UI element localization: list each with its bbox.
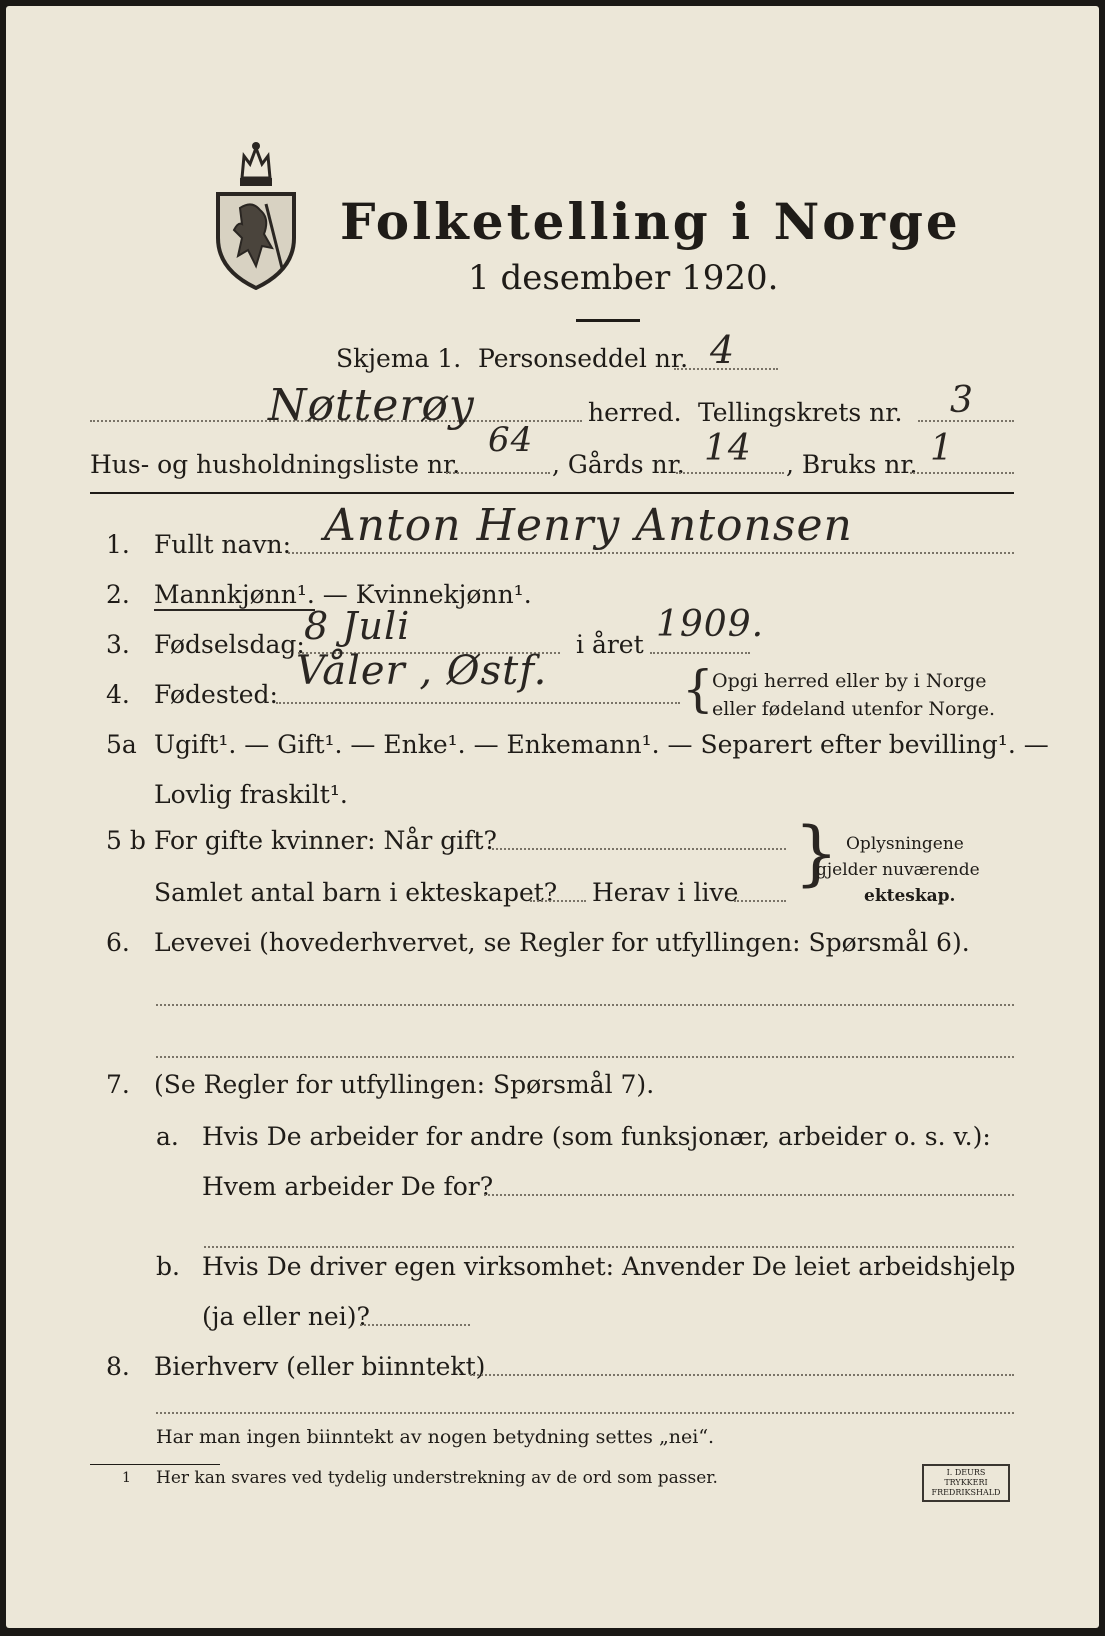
- q2-number: 2.: [106, 580, 130, 609]
- q4-label: Fødested:: [154, 680, 278, 709]
- q6-line1: [156, 1004, 1014, 1006]
- bruks-value[interactable]: 1: [930, 428, 954, 469]
- census-form-page: [6, 6, 1099, 1628]
- q6-label: Levevei (hovederhvervet, se Regler for utfyllingen: Spørsmål 6).: [154, 928, 970, 957]
- birthday-value[interactable]: 8 Juli: [304, 604, 411, 648]
- gards-line: [676, 472, 784, 474]
- q4-note-line2: eller fødeland utenfor Norge.: [712, 698, 996, 720]
- q5b-married-line: [492, 848, 786, 850]
- personseddel-label: Personseddel nr.: [478, 344, 689, 373]
- norwegian-coat-of-arms-icon: [212, 138, 300, 290]
- female-option[interactable]: Kvinnekjønn¹.: [355, 580, 532, 609]
- q5b-label3: Herav i live: [592, 878, 739, 907]
- q5a-number: 5a: [106, 730, 137, 759]
- gards-value[interactable]: 14: [704, 428, 752, 469]
- q8-note: Har man ingen biinntekt av nogen betydning settes „nei“.: [156, 1426, 715, 1448]
- hus-label: Hus- og husholdningsliste nr.: [90, 450, 461, 479]
- q6-line2: [156, 1056, 1014, 1058]
- q5b-label1: For gifte kvinner: Når gift?: [154, 826, 497, 855]
- q4-brace: {: [682, 660, 714, 718]
- q7-number: 7.: [106, 1070, 130, 1099]
- q7b-answer-line: [360, 1324, 470, 1326]
- census-date: 1 desember 1920.: [468, 258, 779, 298]
- q5b-note-line1: Oplysningene: [846, 834, 964, 854]
- birth-year-value[interactable]: 1909.: [656, 604, 765, 645]
- tellingskrets-value[interactable]: 3: [950, 380, 974, 421]
- q7b-line1: Hvis De driver egen virksomhet: Anvender De leiet arbeidshjelp: [202, 1252, 1016, 1281]
- q4-number: 4.: [106, 680, 130, 709]
- tellingskrets-label: Tellingskrets nr.: [698, 398, 903, 427]
- herred-label: herred.: [588, 398, 682, 427]
- q3-label: Fødselsdag:: [154, 630, 305, 659]
- male-option[interactable]: Mannkjønn¹.: [154, 580, 315, 609]
- bruks-label: , Bruks nr.: [786, 450, 918, 479]
- q7a-line1: Hvis De arbeider for andre (som funksjonær, arbeider o. s. v.):: [202, 1122, 991, 1151]
- form-title: Folketelling i Norge: [340, 192, 961, 251]
- birthplace-value[interactable]: Våler , Østf.: [296, 648, 548, 694]
- q8-label: Bierhverv (eller biinntekt): [154, 1352, 486, 1381]
- q7a-employer-line2: [204, 1246, 1014, 1248]
- schema-label: Skjema 1.: [336, 344, 462, 373]
- q5b-number: 5 b: [106, 826, 146, 855]
- q5b-brace: }: [794, 812, 839, 894]
- stamp-line1: I. DEURS TRYKKERI: [944, 1468, 988, 1487]
- full-name-value[interactable]: Anton Henry Antonsen: [324, 500, 853, 551]
- year-label: i året: [576, 630, 644, 659]
- q8-line2: [156, 1412, 1014, 1414]
- q2-separator: —: [314, 580, 356, 609]
- footnote-divider: [90, 1464, 220, 1465]
- q8-number: 8.: [106, 1352, 130, 1381]
- q8-line1: [470, 1374, 1014, 1376]
- gards-label: , Gårds nr.: [552, 450, 685, 479]
- personseddel-value[interactable]: 4: [710, 328, 736, 372]
- q1-number: 1.: [106, 530, 130, 559]
- q1-line: [288, 552, 1014, 554]
- bruks-line: [910, 472, 1014, 474]
- hus-line: [446, 472, 550, 474]
- q5a-line2: Lovlig fraskilt¹.: [154, 780, 348, 809]
- q1-label: Fullt navn:: [154, 530, 292, 559]
- q7a-letter: a.: [156, 1122, 179, 1151]
- footnote-text: Her kan svares ved tydelig understrekning av de ord som passer.: [156, 1468, 718, 1488]
- q5b-note-line3: ekteskap.: [864, 886, 956, 906]
- footnote-mark: 1: [122, 1470, 131, 1486]
- q5b-children-line: [530, 900, 586, 902]
- q7-label: (Se Regler for utfyllingen: Spørsmål 7).: [154, 1070, 655, 1099]
- q3-number: 3.: [106, 630, 130, 659]
- q7a-line2: Hvem arbeider De for?: [202, 1172, 494, 1201]
- hus-value[interactable]: 64: [488, 420, 534, 460]
- q6-number: 6.: [106, 928, 130, 957]
- q5a-line1: Ugift¹. — Gift¹. — Enke¹. — Enkemann¹. — Separert efter bevilling¹. —: [154, 730, 1049, 759]
- q4-line: [276, 702, 680, 704]
- stamp-line2: FREDRIKSHALD: [931, 1488, 1001, 1497]
- q5b-alive-line: [734, 900, 786, 902]
- q4-note-line1: Opgi herred eller by i Norge: [712, 670, 987, 692]
- printer-stamp: [922, 1464, 1010, 1502]
- q5b-label2: Samlet antal barn i ekteskapet?: [154, 878, 558, 907]
- header-divider: [90, 492, 1014, 494]
- q7b-line2: (ja eller nei)?: [202, 1302, 370, 1331]
- herred-value[interactable]: Nøtterøy: [268, 380, 475, 431]
- q5b-note-line2: gjelder nuværende: [816, 860, 980, 880]
- year-line: [650, 652, 750, 654]
- q7a-employer-line: [484, 1194, 1014, 1196]
- title-divider: [576, 319, 640, 322]
- q7b-letter: b.: [156, 1252, 180, 1281]
